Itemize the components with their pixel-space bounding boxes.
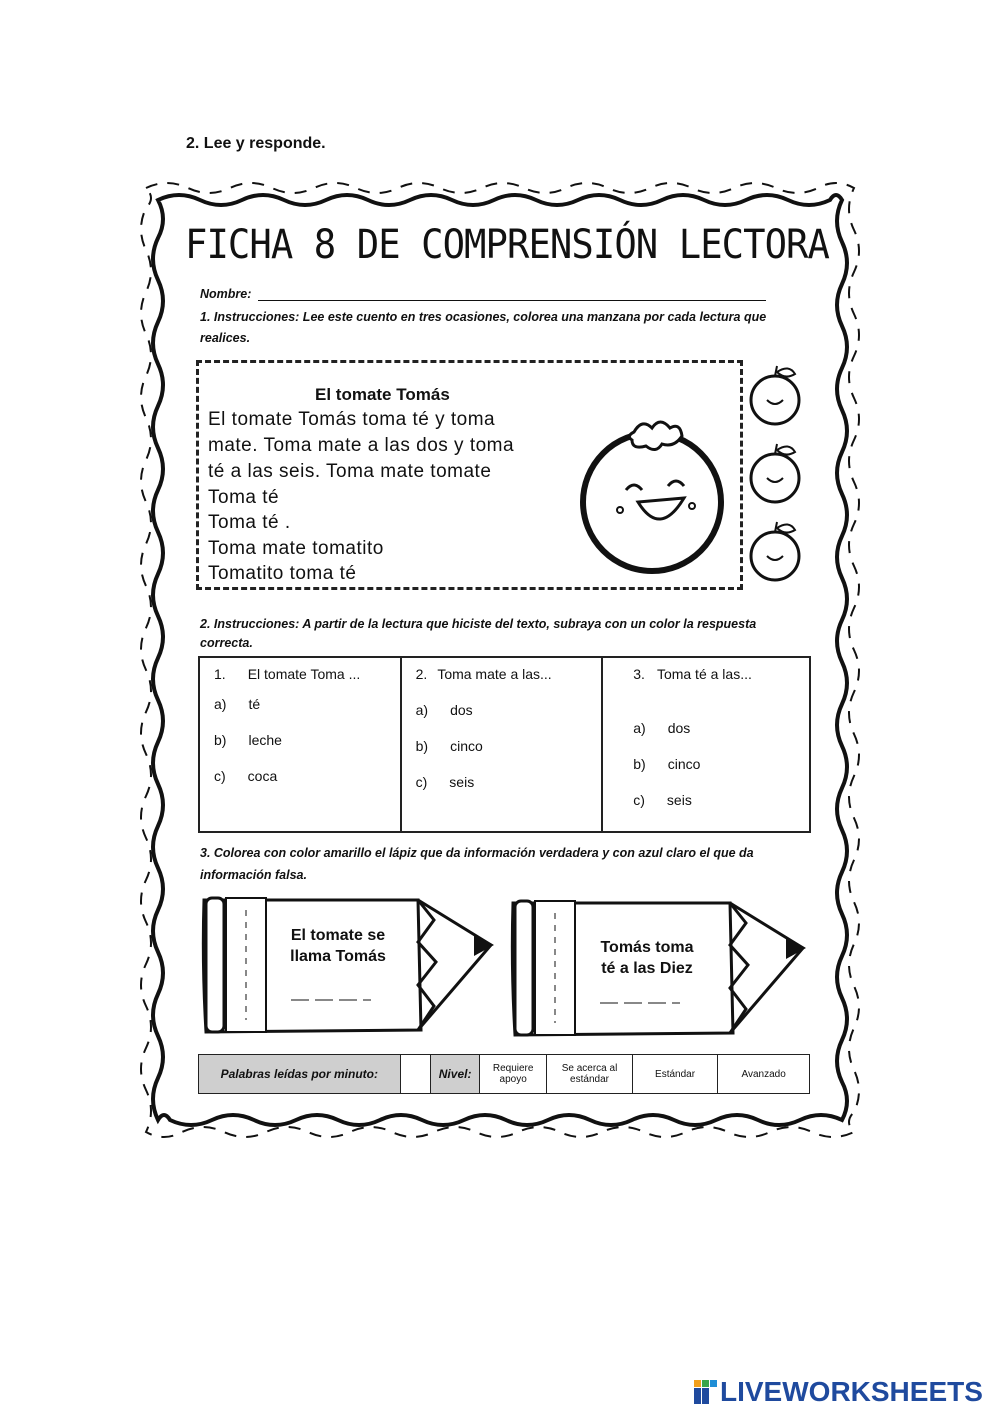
option-a[interactable]: a) té bbox=[214, 696, 261, 712]
pencil-statement-2: Tomás toma té a las Diez bbox=[600, 939, 694, 977]
level-option[interactable]: Avanzado bbox=[718, 1055, 810, 1094]
level-label: Nivel: bbox=[431, 1055, 480, 1094]
instructions-3: 3. Colorea con color amarillo el lápiz que da información verdadera y con azul claro el que da información falsa. bbox=[200, 846, 754, 882]
questions-table bbox=[198, 656, 811, 833]
option-c[interactable]: c) seis bbox=[415, 774, 475, 790]
exercise-heading: 2. Lee y responde. bbox=[186, 135, 326, 152]
story-line: El tomate Tomás toma té y toma bbox=[208, 409, 496, 430]
option-b[interactable]: b) cinco bbox=[633, 756, 701, 772]
question-2 bbox=[401, 657, 603, 832]
option-a[interactable]: a) dos bbox=[633, 720, 691, 736]
apple-icon[interactable] bbox=[751, 366, 799, 424]
story-line: Toma té . bbox=[208, 512, 291, 533]
option-b[interactable]: b) leche bbox=[214, 732, 282, 748]
option-a[interactable]: a) dos bbox=[415, 702, 473, 718]
question-number: 2. bbox=[415, 666, 428, 682]
level-option[interactable]: Estándar bbox=[632, 1055, 718, 1094]
question-number: 1. bbox=[214, 666, 226, 682]
liveworksheets-logo-icon bbox=[694, 1380, 718, 1404]
story-line: mate. Toma mate a las dos y toma bbox=[208, 435, 515, 456]
liveworksheets-logo: LIVEWORKSHEETS bbox=[694, 1376, 983, 1408]
question-3 bbox=[602, 657, 810, 832]
name-field[interactable] bbox=[258, 300, 766, 301]
option-b[interactable]: b) cinco bbox=[415, 738, 483, 754]
instructions-2: 2. Instrucciones: A partir de la lectura que hiciste del texto, subraya con un color la respuesta correcta. bbox=[200, 617, 757, 650]
words-per-minute-label: Palabras leídas por minuto: bbox=[199, 1055, 401, 1094]
story-title: El tomate Tomás bbox=[315, 385, 450, 404]
worksheet-title: FICHA 8 DE COMPRENSIÓN LECTORA bbox=[185, 222, 829, 268]
option-c[interactable]: c) seis bbox=[633, 792, 692, 808]
apples-column bbox=[745, 360, 805, 595]
name-label: Nombre: bbox=[200, 287, 252, 301]
tomato-illustration bbox=[572, 410, 732, 580]
story-line: Toma té bbox=[208, 487, 280, 508]
level-option[interactable]: Se acerca al estándar bbox=[547, 1055, 633, 1094]
question-text: Toma té a las... bbox=[656, 666, 752, 682]
story-line: Tomatito toma té bbox=[208, 563, 357, 584]
question-text: El tomate Toma ... bbox=[247, 666, 361, 682]
pencil-statement-1: El tomate se llama Tomás bbox=[290, 927, 386, 965]
apple-icon[interactable] bbox=[751, 522, 799, 580]
question-text: Toma mate a las... bbox=[437, 666, 552, 682]
story-line: Toma mate tomatito bbox=[208, 538, 384, 559]
instructions-1: 1. Instrucciones: Lee este cuento en tres ocasiones, colorea una manzana por cada lectura que realices. bbox=[200, 310, 767, 345]
option-c[interactable]: c) coca bbox=[214, 768, 278, 784]
words-per-minute-value[interactable] bbox=[400, 1055, 431, 1094]
reading-level-table bbox=[198, 1054, 810, 1094]
apple-icon[interactable] bbox=[751, 444, 799, 502]
level-option[interactable]: Requiere apoyo bbox=[480, 1055, 547, 1094]
story-line: té a las seis. Toma mate tomate bbox=[208, 461, 492, 482]
question-1 bbox=[199, 657, 401, 832]
question-number: 3. bbox=[633, 666, 645, 682]
